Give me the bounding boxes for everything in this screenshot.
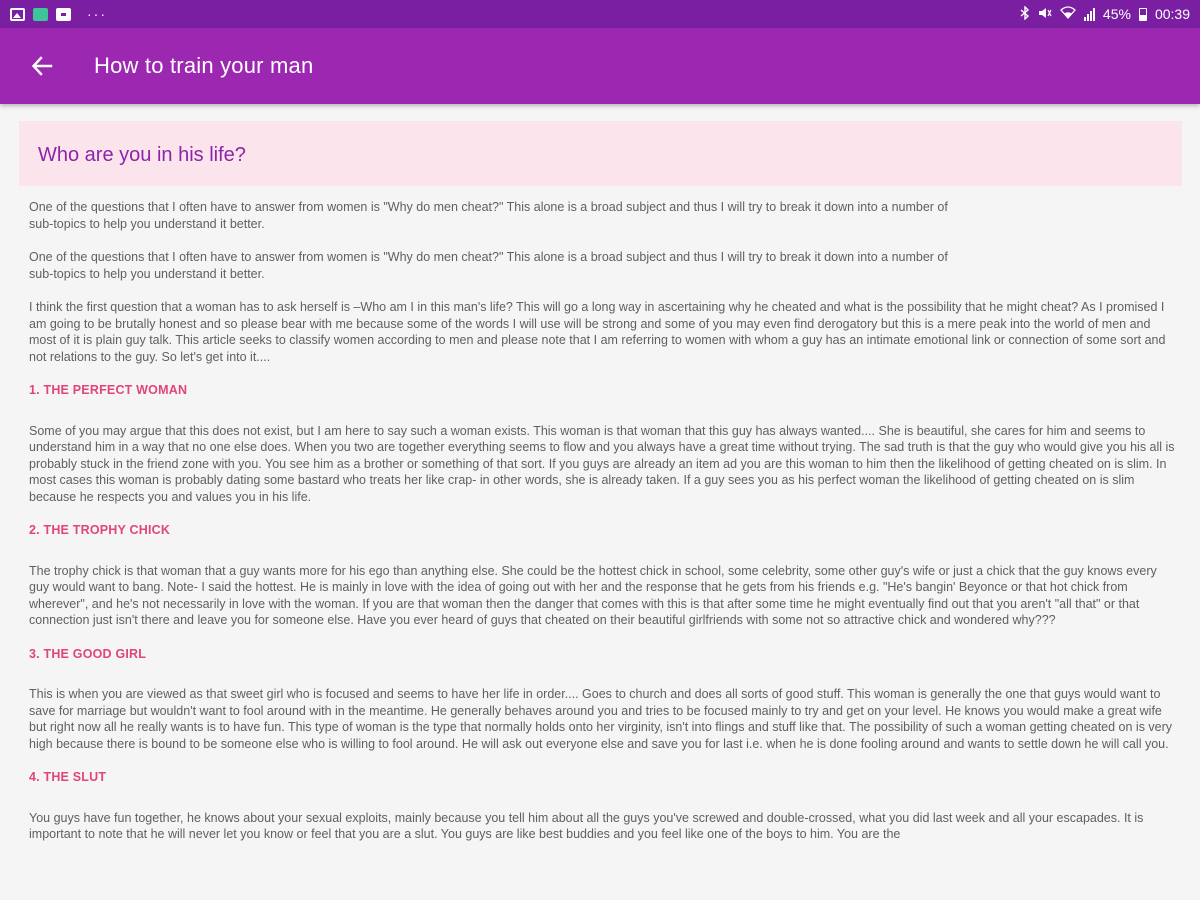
section-title-slut: 4. THE SLUT [29,770,107,784]
section-title-trophy-chick: 2. THE TROPHY CHICK [29,523,171,537]
article-heading-box [19,121,1182,186]
article-body [29,199,1179,860]
section-body-good-girl: This is when you are viewed as that sweet girl who is focused and seems to have her life in order.... Goes to church and does all sorts of good stuff. This woman is generally the one that guys would want to save for marriage but wouldn't want to fool around with in the meantime. He generally behaves around you and tries to be focused mainly to try and get on your level. He knows you would make a great wife but right now all he really wants is to have fun. This type of woman is the type that normally holds onto her virginity, isn't into flings and stuff like that. The possibility of such a woman getting cheated on is very high because there is bound to be someone else who is willing to fool around. He will ask out everyone else and save you for last i.e. when he is done fooling around and wants to settle down he will call you. [29,687,1173,751]
section-body-perfect-woman: Some of you may argue that this does not exist, but I am here to say such a woman exists. This woman is that woman that this guy has always wanted.... She is beautiful, she cares for him and seems to understand him in a way that no one else does. When you two are together everything seems to flow and you always have a great time without trying. The sad truth is that the guy who would give you his all is probably stuck in the friend zone with you. You see him as a brother or something of that sort. If you guys are already an item ad you are this woman to him then the likelihood of getting cheated on is slim. In most cases this woman is probably dating some bastard who treats her like crap- in other words, she is already taken. If a guy sees you as his perfect woman the likelihood of getting cheated on is slim because he respects you and values you in his life. [29,423,1175,504]
signal-icon [1084,8,1095,21]
section-title-perfect-woman: 1. THE PERFECT WOMAN [29,383,188,397]
status-right [1020,6,1190,23]
intro-paragraph-1: One of the questions that I often have to answer from women is "Why do men cheat?" This alone is a broad subject and thus I will try to break it down into a number of sub-topics to help you understand it better. [29,200,948,231]
section-title-good-girl: 3. THE GOOD GIRL [29,646,147,661]
page-title: How to train your man [94,53,314,78]
app-bar [0,28,1200,104]
section-body-trophy-chick: The trophy chick is that woman that a guy wants more for his ego than anything else. She could be the hottest chick in school, some celebrity, some other guy's wife or just a chick that the guy knows every guy would want to bang. Note- I said the hottest. He is mainly in love with the idea of going out with her and the response that he gets from his friends e.g. "He's bangin' Beyonce or that hot chick from wherever", and he's not necessarily in love with the woman. If you are that woman then the danger that comes with this is that after some time he might eventually find out that you aren't "all that" or that connection just isn't there and leave you for someone else. Have you ever heard of guys that cheated on their beautiful girlfriends with some not so attractive chick and wondered why??? [29,563,1157,627]
status-bar [0,0,1200,28]
wifi-icon [1060,6,1076,22]
bluetooth-icon [1020,6,1030,23]
arrow-left-icon [31,55,53,77]
article-heading: Who are you in his life? [38,144,246,166]
battery-icon [1139,8,1147,21]
intro-paragraph-2: One of the questions that I often have to answer from women is "Why do men cheat?" This alone is a broad subject and thus I will try to break it down into a number of sub-topics to help you understand it better. [29,250,948,281]
back-button[interactable] [14,38,70,94]
battery-percent: 45% [1102,6,1131,22]
section-body-slut: You guys have fun together, he knows about your sexual exploits, mainly because you tell him about all the guys you've screwed and double-crossed, what you did last week and all your escapades. It is important to note that he will never let you know or feel that you are a slut. You guys are like best buddies and you feel like one of the boys to him. You are the [29,810,1144,841]
gallery-icon [10,8,25,21]
more-notifications-icon: ··· [87,6,107,22]
green-app-icon [33,8,48,21]
status-left [10,6,107,22]
article-scroll-area[interactable] [0,104,1200,900]
message-icon [56,8,71,21]
mute-icon [1038,6,1052,23]
clock: 00:39 [1154,6,1190,22]
intro-paragraph-3: I think the first question that a woman has to ask herself is –Who am I in this man's life? This will go a long way in ascertaining why he cheated and what is the possibility that he might cheat? As I promised I am going to be brutally honest and so please bear with me because some of the words I will use will be strong and some of you may even find derogatory but this is a mere peak into the world of men and most of it is plain guy talk. This article seeks to classify women according to men and please note that I am referring to women with whom a guy has an intimate emotional link or connection of some sort and not relations to the guy. So let's get into it.... [29,300,1166,364]
